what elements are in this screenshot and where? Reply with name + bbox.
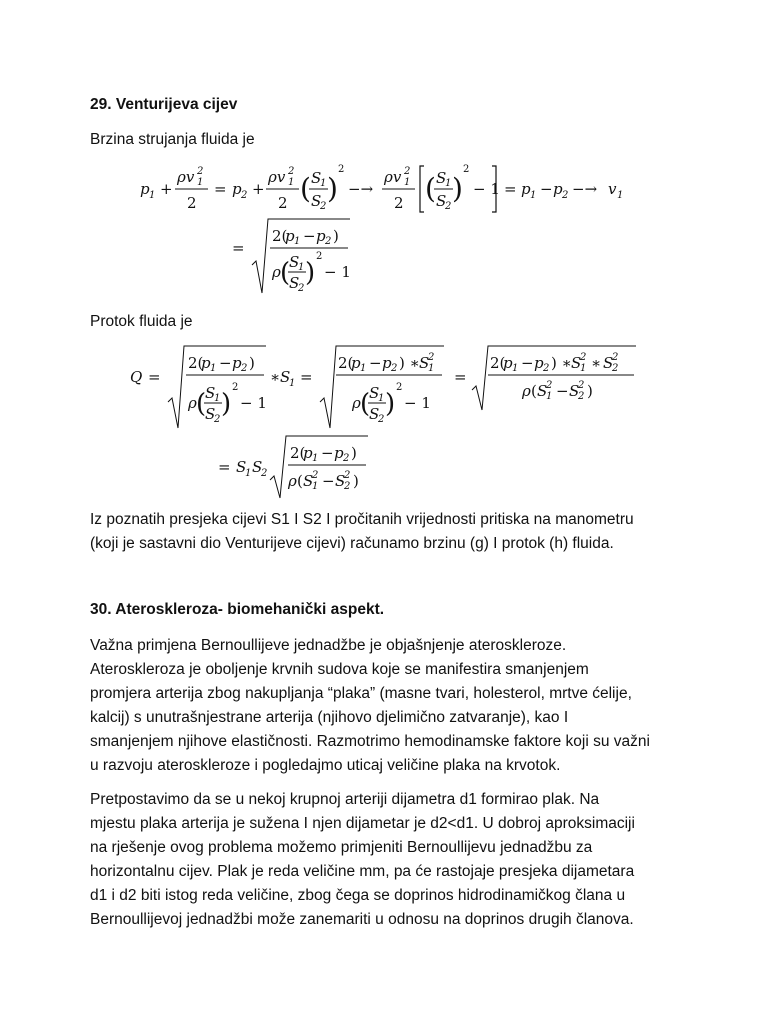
svg-text:1: 1 bbox=[288, 177, 295, 188]
svg-text:2: 2 bbox=[344, 470, 351, 481]
conclusion-line-1: Iz poznatih presjeka cijevi S1 I S2 I pročitanih vrijednosti pritiska na manometru bbox=[90, 511, 634, 528]
svg-text:S: S bbox=[436, 192, 447, 210]
svg-text:2: 2 bbox=[312, 470, 319, 481]
svg-text:1: 1 bbox=[312, 453, 319, 464]
svg-text:2: 2 bbox=[562, 190, 569, 201]
svg-text:2: 2 bbox=[241, 190, 248, 201]
velocity-root bbox=[228, 215, 358, 295]
svg-text:− 1: − 1 bbox=[240, 394, 267, 412]
svg-text:−: − bbox=[219, 354, 232, 372]
svg-text:−: − bbox=[369, 354, 382, 372]
paragraph2-line-4: horizontalnu cijev. Plak je reda veličine mm, pa će rastojaje presjeka dijametara bbox=[90, 863, 635, 880]
svg-text:p: p bbox=[232, 180, 242, 198]
svg-text:2(: 2( bbox=[188, 354, 204, 372]
svg-text:2: 2 bbox=[316, 251, 323, 262]
svg-text:2(: 2( bbox=[272, 227, 288, 245]
svg-text:S: S bbox=[369, 405, 380, 423]
svg-text:ρ: ρ bbox=[288, 472, 297, 490]
svg-text:): ) bbox=[221, 389, 232, 419]
svg-text:(: ( bbox=[196, 389, 207, 419]
svg-text:1: 1 bbox=[530, 190, 537, 201]
svg-text:2: 2 bbox=[396, 382, 403, 393]
svg-text:− 1: − 1 bbox=[473, 180, 500, 198]
paragraph2-line-3: na rješenje ovog problema možemo primjeniti Bernoullijevu jednadžbu za bbox=[90, 839, 593, 856]
svg-text:S: S bbox=[289, 253, 300, 271]
svg-text:2: 2 bbox=[580, 352, 587, 363]
svg-text:1: 1 bbox=[617, 190, 624, 201]
svg-text:p: p bbox=[303, 444, 313, 462]
svg-text:S: S bbox=[369, 384, 380, 402]
paragraph1-line-1: Važna primjena Bernoullijeve jednadžbe je objašnjenje ateroskleroze. bbox=[90, 637, 567, 654]
svg-text:2: 2 bbox=[612, 352, 619, 363]
svg-text:ρ: ρ bbox=[188, 394, 197, 412]
svg-text:2: 2 bbox=[445, 201, 452, 212]
svg-text:2: 2 bbox=[344, 481, 351, 492]
svg-text:S: S bbox=[335, 472, 346, 490]
svg-text:1: 1 bbox=[149, 190, 156, 201]
svg-text:1: 1 bbox=[512, 363, 519, 374]
svg-text:ρv: ρv bbox=[384, 168, 402, 186]
svg-text:): ) bbox=[385, 389, 396, 419]
svg-text:−: − bbox=[303, 227, 316, 245]
svg-text:2: 2 bbox=[578, 380, 585, 391]
svg-text:2: 2 bbox=[320, 201, 327, 212]
svg-text:): ) bbox=[452, 172, 463, 205]
svg-text:−: − bbox=[321, 444, 334, 462]
svg-text:S: S bbox=[569, 382, 580, 400]
svg-text:): ) bbox=[305, 258, 316, 288]
svg-text:1: 1 bbox=[289, 378, 296, 389]
svg-text:−: − bbox=[540, 180, 553, 198]
svg-text:2: 2 bbox=[463, 164, 470, 175]
svg-text:2: 2 bbox=[546, 380, 553, 391]
paragraph1-line-5: smanjenjem njihove elastičnosti. Razmotrimo hemodinamske faktore koji su važni bbox=[90, 733, 650, 750]
svg-text:p: p bbox=[316, 227, 326, 245]
svg-text:−→: −→ bbox=[572, 180, 598, 198]
section-29-heading: 29. Venturijeva cijev bbox=[90, 96, 238, 113]
svg-text:): ) bbox=[333, 227, 339, 245]
svg-text:S: S bbox=[236, 458, 247, 476]
svg-text:2(: 2( bbox=[490, 354, 506, 372]
svg-text:ρv: ρv bbox=[177, 168, 195, 186]
svg-text:) ∗: ) ∗ bbox=[399, 354, 420, 372]
svg-text:(: ( bbox=[297, 472, 303, 490]
svg-text:+: + bbox=[252, 180, 265, 198]
svg-text:): ) bbox=[327, 172, 338, 205]
svg-text:1: 1 bbox=[245, 468, 252, 479]
speed-intro: Brzina strujanja fluida je bbox=[90, 131, 255, 148]
svg-text:S: S bbox=[205, 384, 216, 402]
svg-text:S: S bbox=[205, 405, 216, 423]
svg-text:1: 1 bbox=[298, 262, 305, 273]
paragraph1-line-3: promjera arterija zbog nakupljanja “plaka” (masne tvari, holesterol, mrtve ćelije, bbox=[90, 685, 632, 702]
svg-text:2: 2 bbox=[232, 382, 239, 393]
svg-text:1: 1 bbox=[210, 363, 217, 374]
svg-text:1: 1 bbox=[404, 177, 411, 188]
flow-intro: Protok fluida je bbox=[90, 313, 193, 330]
svg-text:2: 2 bbox=[288, 166, 295, 177]
svg-text:S: S bbox=[311, 169, 322, 187]
svg-text:∗: ∗ bbox=[591, 354, 602, 372]
paragraph2-line-5: d1 i d2 biti istog reda veličine, zbog čega se doprinos hidrodinamičkog člana u bbox=[90, 887, 626, 904]
svg-text:=: = bbox=[454, 368, 467, 386]
svg-text:Q: Q bbox=[130, 368, 143, 386]
svg-text:p: p bbox=[503, 354, 513, 372]
svg-text:p: p bbox=[382, 354, 392, 372]
paragraph2-line-1: Pretpostavimo da se u nekoj krupnoj arteriji dijametra d1 formirao plak. Na bbox=[90, 791, 600, 808]
svg-text:2: 2 bbox=[378, 414, 385, 425]
svg-text:1: 1 bbox=[360, 363, 367, 374]
svg-text:2: 2 bbox=[394, 194, 404, 212]
paragraph1-line-6: u razvoju ateroskleroze i pogledajmo uticaj veličine plaka na krvotok. bbox=[90, 757, 561, 774]
svg-text:ρ: ρ bbox=[272, 263, 281, 281]
svg-text:2(: 2( bbox=[290, 444, 306, 462]
svg-text:): ) bbox=[249, 354, 255, 372]
svg-text:S: S bbox=[419, 354, 430, 372]
svg-text:2: 2 bbox=[241, 363, 248, 374]
svg-text:S: S bbox=[280, 368, 291, 386]
svg-text:2(: 2( bbox=[338, 354, 354, 372]
svg-text:2: 2 bbox=[428, 352, 435, 363]
svg-text:2: 2 bbox=[578, 391, 585, 402]
svg-text:1: 1 bbox=[546, 391, 553, 402]
svg-text:p: p bbox=[201, 354, 211, 372]
svg-text:− 1: − 1 bbox=[404, 394, 431, 412]
svg-text:=: = bbox=[148, 368, 161, 386]
svg-text:1: 1 bbox=[445, 178, 452, 189]
svg-text:S: S bbox=[252, 458, 263, 476]
paragraph2-line-6: Bernoullijevoj jednadžbi može zanemariti u odnosu na doprinos drugih članova. bbox=[90, 911, 634, 928]
svg-text:2: 2 bbox=[543, 363, 550, 374]
svg-text:2: 2 bbox=[338, 164, 345, 175]
conclusion-line-2: (koji je sastavni dio Venturijeve cijevi) računamo brzinu (g) I protok (h) fluida. bbox=[90, 535, 614, 552]
svg-text:1: 1 bbox=[580, 363, 587, 374]
svg-text:2: 2 bbox=[197, 166, 204, 177]
svg-text:ρv: ρv bbox=[268, 168, 286, 186]
svg-text:2: 2 bbox=[404, 166, 411, 177]
svg-text:1: 1 bbox=[312, 481, 319, 492]
svg-text:∗: ∗ bbox=[270, 368, 281, 386]
svg-text:2: 2 bbox=[612, 363, 619, 374]
svg-text:p: p bbox=[534, 354, 544, 372]
svg-text:−→: −→ bbox=[348, 180, 374, 198]
svg-text:1: 1 bbox=[378, 393, 385, 404]
flow-equation bbox=[130, 342, 650, 432]
flow-result bbox=[218, 432, 388, 502]
paragraph1-line-2: Ateroskleroza je oboljenje krvnih sudova koje se manifestira smanjenjem bbox=[90, 661, 589, 678]
svg-text:− 1: − 1 bbox=[324, 263, 351, 281]
svg-text:2: 2 bbox=[278, 194, 288, 212]
svg-text:p: p bbox=[553, 180, 563, 198]
svg-text:(: ( bbox=[425, 172, 436, 205]
svg-text:) ∗: ) ∗ bbox=[551, 354, 572, 372]
svg-text:p: p bbox=[232, 354, 242, 372]
svg-text:S: S bbox=[537, 382, 548, 400]
svg-text:): ) bbox=[587, 382, 593, 400]
svg-text:S: S bbox=[603, 354, 614, 372]
svg-text:2: 2 bbox=[325, 236, 332, 247]
svg-text:1: 1 bbox=[214, 393, 221, 404]
svg-text:−: − bbox=[556, 382, 569, 400]
svg-text:−: − bbox=[521, 354, 534, 372]
section-30-heading: 30. Ateroskleroza- biomehanički aspekt. bbox=[90, 601, 385, 618]
svg-text:=: = bbox=[218, 458, 231, 476]
svg-text:p: p bbox=[521, 180, 531, 198]
svg-text:p: p bbox=[334, 444, 344, 462]
svg-text:2: 2 bbox=[214, 414, 221, 425]
paragraph1-line-4: kalcij) s unutrašnjestrane arterija (njihovo djelimično zatvaranje), kao I bbox=[90, 709, 569, 726]
svg-text:S: S bbox=[303, 472, 314, 490]
svg-text:(: ( bbox=[360, 389, 371, 419]
svg-text:2: 2 bbox=[391, 363, 398, 374]
svg-text:p: p bbox=[351, 354, 361, 372]
svg-text:1: 1 bbox=[294, 236, 301, 247]
svg-text:v: v bbox=[608, 180, 617, 198]
svg-text:2: 2 bbox=[343, 453, 350, 464]
paragraph2-line-2: mjestu plaka arterija je sužena I njen dijametar je d2<d1. U dobroj aproksimaciji bbox=[90, 815, 635, 832]
svg-text:S: S bbox=[436, 169, 447, 187]
svg-text:2: 2 bbox=[261, 468, 268, 479]
svg-text:1: 1 bbox=[197, 177, 204, 188]
svg-text:=: = bbox=[214, 180, 227, 198]
svg-text:2: 2 bbox=[187, 194, 197, 212]
svg-text:2: 2 bbox=[298, 283, 305, 294]
svg-text:=: = bbox=[232, 239, 245, 257]
svg-text:=: = bbox=[504, 180, 517, 198]
svg-text:): ) bbox=[353, 472, 359, 490]
svg-text:+: + bbox=[160, 180, 173, 198]
svg-text:ρ: ρ bbox=[522, 382, 531, 400]
svg-text:p: p bbox=[140, 180, 150, 198]
svg-text:S: S bbox=[311, 192, 322, 210]
svg-text:1: 1 bbox=[320, 178, 327, 189]
svg-text:(: ( bbox=[280, 258, 291, 288]
svg-text:(: ( bbox=[531, 382, 537, 400]
svg-text:(: ( bbox=[300, 172, 311, 205]
svg-text:S: S bbox=[571, 354, 582, 372]
velocity-equation bbox=[140, 158, 640, 218]
svg-text:ρ: ρ bbox=[352, 394, 361, 412]
svg-text:p: p bbox=[285, 227, 295, 245]
svg-text:=: = bbox=[300, 368, 313, 386]
svg-text:−: − bbox=[322, 472, 335, 490]
svg-text:1: 1 bbox=[428, 363, 435, 374]
svg-text:S: S bbox=[289, 274, 300, 292]
svg-text:): ) bbox=[351, 444, 357, 462]
